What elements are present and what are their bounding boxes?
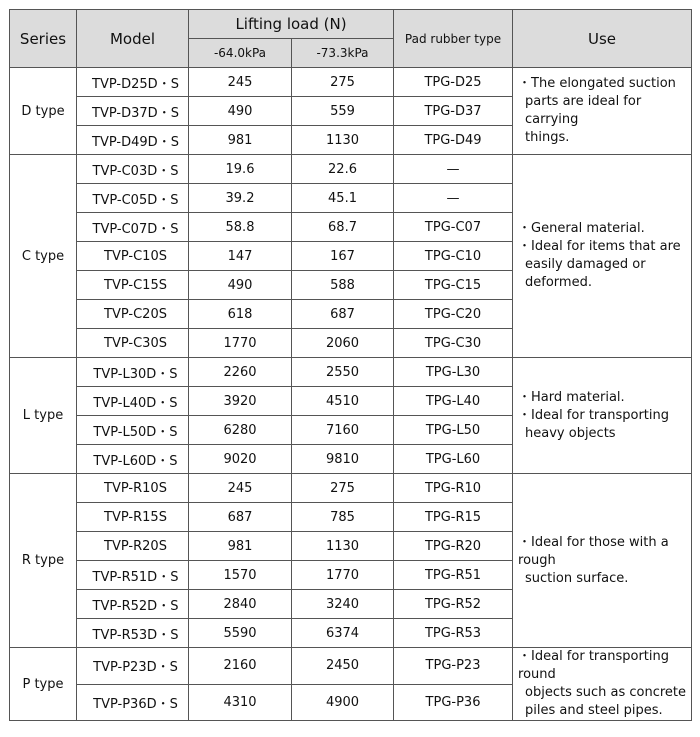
load-64kpa-cell: 687	[189, 503, 292, 532]
load-64kpa-cell: 618	[189, 300, 292, 329]
use-text-line: objects such as concrete	[525, 685, 687, 700]
load-73kpa-cell: 1770	[292, 561, 394, 590]
load-73kpa-cell: 7160	[292, 416, 394, 445]
series-cell: C type	[10, 155, 77, 358]
table-row	[10, 358, 692, 387]
use-cell	[513, 68, 692, 155]
use-text-line: deformed.	[525, 275, 592, 290]
pad-rubber-cell: TPG-C07	[394, 213, 513, 242]
header-pressure-1: -64.0kPa	[189, 39, 292, 68]
load-64kpa-cell: 981	[189, 532, 292, 561]
load-64kpa-cell: 2260	[189, 358, 292, 387]
model-cell: TVP-R53D・S	[77, 619, 189, 648]
model-cell: TVP-L50D・S	[77, 416, 189, 445]
model-cell: TVP-P23D・S	[77, 648, 189, 685]
pad-rubber-cell: TPG-R51	[394, 561, 513, 590]
use-text-line: heavy objects	[525, 425, 616, 441]
load-73kpa-cell: 559	[292, 97, 394, 126]
pad-rubber-cell: TPG-L30	[394, 358, 513, 387]
use-text-line: things.	[525, 130, 570, 145]
load-64kpa-cell: 58.8	[189, 213, 292, 242]
model-cell: TVP-R51D・S	[77, 561, 189, 590]
load-73kpa-cell: 275	[292, 68, 394, 97]
use-text-line: ・General material.	[518, 221, 645, 236]
use-text-line: ・The elongated suction	[518, 76, 676, 91]
table-header	[10, 10, 692, 68]
pad-rubber-cell: TPG-R52	[394, 590, 513, 619]
load-73kpa-cell: 22.6	[292, 155, 394, 184]
pad-rubber-cell: TPG-C20	[394, 300, 513, 329]
use-text-line: easily damaged or	[525, 257, 646, 272]
load-73kpa-cell: 68.7	[292, 213, 394, 242]
header-pad-rubber: Pad rubber type	[394, 10, 513, 68]
load-64kpa-cell: 1570	[189, 561, 292, 590]
load-73kpa-cell: 167	[292, 242, 394, 271]
use-text-line: ・Hard material.	[518, 389, 625, 405]
load-73kpa-cell: 2450	[292, 648, 394, 685]
model-cell: TVP-D25D・S	[77, 68, 189, 97]
use-text-line: ・Ideal for transporting	[518, 407, 669, 423]
series-cell: L type	[10, 358, 77, 474]
load-64kpa-cell: 2160	[189, 648, 292, 685]
table-body	[10, 68, 692, 721]
pad-rubber-cell: TPG-R20	[394, 532, 513, 561]
pad-rubber-cell: TPG-D37	[394, 97, 513, 126]
header-pressure-2: -73.3kPa	[292, 39, 394, 68]
table-row	[10, 474, 692, 503]
header-use: Use	[513, 10, 692, 68]
model-cell: TVP-C30S	[77, 329, 189, 358]
load-64kpa-cell: 4310	[189, 684, 292, 721]
model-cell: TVP-L40D・S	[77, 387, 189, 416]
use-cell	[513, 358, 692, 474]
pad-rubber-cell: TPG-R10	[394, 474, 513, 503]
model-cell: TVP-C03D・S	[77, 155, 189, 184]
header-series: Series	[10, 10, 77, 68]
pad-rubber-cell: TPG-P36	[394, 684, 513, 721]
series-cell: D type	[10, 68, 77, 155]
pad-rubber-cell: TPG-L60	[394, 445, 513, 474]
load-73kpa-cell: 45.1	[292, 184, 394, 213]
use-text-line: ・Ideal for those with a rough	[518, 534, 669, 568]
pad-rubber-cell: TPG-C30	[394, 329, 513, 358]
model-cell: TVP-C10S	[77, 242, 189, 271]
load-64kpa-cell: 490	[189, 97, 292, 126]
spec-table	[9, 9, 692, 721]
load-73kpa-cell: 3240	[292, 590, 394, 619]
series-cell: R type	[10, 474, 77, 648]
load-73kpa-cell: 2060	[292, 329, 394, 358]
model-cell: TVP-D37D・S	[77, 97, 189, 126]
pad-rubber-cell: —	[394, 155, 513, 184]
model-cell: TVP-C20S	[77, 300, 189, 329]
pad-rubber-cell: TPG-C15	[394, 271, 513, 300]
pad-rubber-cell: TPG-L50	[394, 416, 513, 445]
table-row	[10, 68, 692, 97]
load-73kpa-cell: 687	[292, 300, 394, 329]
table-row	[10, 648, 692, 685]
use-text-line: piles and steel pipes.	[525, 703, 663, 718]
header-lifting-load: Lifting load (N)	[189, 10, 394, 39]
use-text-line: suction surface.	[525, 570, 629, 586]
load-73kpa-cell: 4900	[292, 684, 394, 721]
load-64kpa-cell: 2840	[189, 590, 292, 619]
pad-rubber-cell: TPG-P23	[394, 648, 513, 685]
load-64kpa-cell: 3920	[189, 387, 292, 416]
load-64kpa-cell: 147	[189, 242, 292, 271]
model-cell: TVP-R20S	[77, 532, 189, 561]
load-73kpa-cell: 588	[292, 271, 394, 300]
model-cell: TVP-P36D・S	[77, 684, 189, 721]
use-text-line: parts are ideal for carrying	[525, 94, 642, 127]
load-64kpa-cell: 245	[189, 474, 292, 503]
load-73kpa-cell: 1130	[292, 532, 394, 561]
use-cell	[513, 648, 692, 721]
load-73kpa-cell: 9810	[292, 445, 394, 474]
use-text-line: ・Ideal for transporting round	[518, 649, 669, 682]
load-64kpa-cell: 490	[189, 271, 292, 300]
use-text-line: ・Ideal for items that are	[518, 239, 681, 254]
use-cell	[513, 155, 692, 358]
load-73kpa-cell: 2550	[292, 358, 394, 387]
load-73kpa-cell: 1130	[292, 126, 394, 155]
model-cell: TVP-R10S	[77, 474, 189, 503]
load-64kpa-cell: 5590	[189, 619, 292, 648]
pad-rubber-cell: TPG-C10	[394, 242, 513, 271]
use-cell	[513, 474, 692, 648]
pad-rubber-cell: TPG-D25	[394, 68, 513, 97]
header-model: Model	[77, 10, 189, 68]
load-73kpa-cell: 785	[292, 503, 394, 532]
load-73kpa-cell: 275	[292, 474, 394, 503]
load-73kpa-cell: 4510	[292, 387, 394, 416]
pad-rubber-cell: TPG-D49	[394, 126, 513, 155]
load-64kpa-cell: 245	[189, 68, 292, 97]
load-64kpa-cell: 981	[189, 126, 292, 155]
load-64kpa-cell: 6280	[189, 416, 292, 445]
load-64kpa-cell: 39.2	[189, 184, 292, 213]
model-cell: TVP-R15S	[77, 503, 189, 532]
pad-rubber-cell: TPG-L40	[394, 387, 513, 416]
pad-rubber-cell: TPG-R15	[394, 503, 513, 532]
model-cell: TVP-R52D・S	[77, 590, 189, 619]
model-cell: TVP-C07D・S	[77, 213, 189, 242]
load-64kpa-cell: 1770	[189, 329, 292, 358]
load-64kpa-cell: 9020	[189, 445, 292, 474]
model-cell: TVP-D49D・S	[77, 126, 189, 155]
model-cell: TVP-L60D・S	[77, 445, 189, 474]
load-64kpa-cell: 19.6	[189, 155, 292, 184]
model-cell: TVP-C15S	[77, 271, 189, 300]
series-cell: P type	[10, 648, 77, 721]
model-cell: TVP-L30D・S	[77, 358, 189, 387]
pad-rubber-cell: —	[394, 184, 513, 213]
model-cell: TVP-C05D・S	[77, 184, 189, 213]
load-73kpa-cell: 6374	[292, 619, 394, 648]
table-row	[10, 155, 692, 184]
pad-rubber-cell: TPG-R53	[394, 619, 513, 648]
